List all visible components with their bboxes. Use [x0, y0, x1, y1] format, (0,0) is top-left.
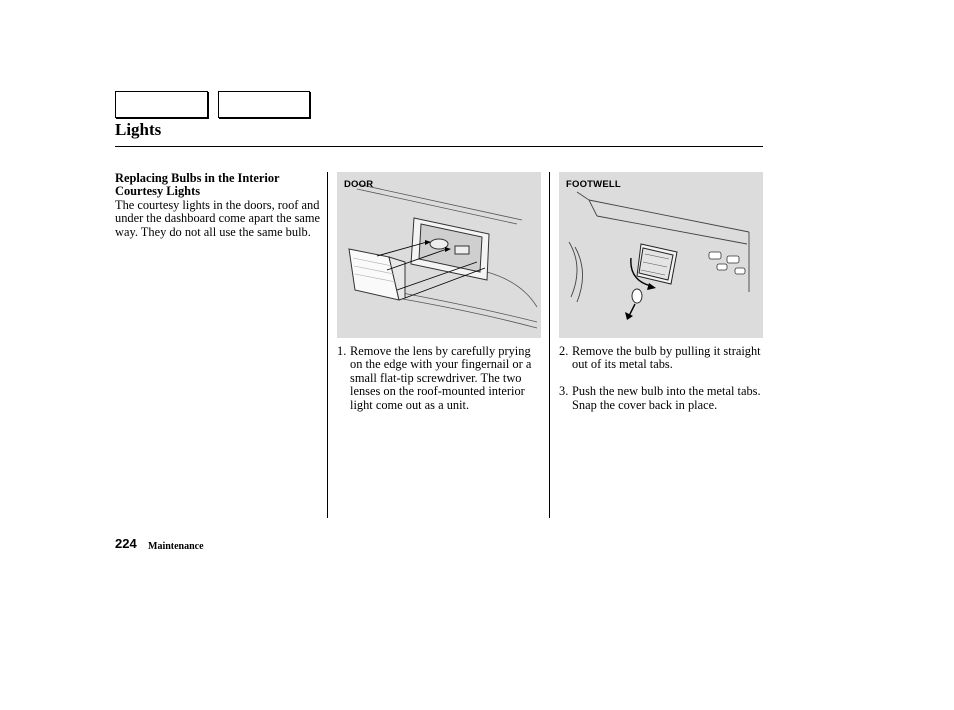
step-text: Remove the bulb by pulling it straight out of its metal tabs. — [572, 344, 761, 372]
door-illustration — [337, 172, 541, 338]
figure-label-door: DOOR — [344, 179, 374, 190]
section-name: Maintenance — [148, 541, 204, 552]
step-item — [559, 385, 763, 412]
title-rule — [115, 146, 763, 147]
nav-tab-1[interactable] — [115, 91, 208, 118]
section-heading: Replacing Bulbs in the Interior Courtesy Lights — [115, 171, 280, 199]
footwell-light-drawing — [559, 172, 763, 338]
step-item — [337, 345, 541, 412]
nav-tab-2[interactable] — [218, 91, 310, 118]
page-title: Lights — [115, 120, 162, 139]
step-number: 1. — [337, 344, 347, 358]
page-number: 224 — [115, 536, 137, 551]
figure-label-footwell: FOOTWELL — [566, 179, 621, 190]
intro-column — [115, 172, 321, 239]
intro-text: The courtesy lights in the doors, roof and under the dashboard come apart the same way. They do not all use the same bulb. — [115, 197, 321, 239]
step-text: Push the new bulb into the metal tabs. Snap the cover back in place. — [572, 384, 761, 412]
step-number: 3. — [559, 384, 569, 399]
column-divider-1 — [327, 172, 328, 518]
step-number: 2. — [559, 344, 569, 358]
steps-column-2 — [559, 345, 763, 425]
step-item — [559, 345, 763, 372]
step-text: Remove the lens by carefully prying on the edge with your fingernail or a small flat-tip screwdriver. The two lenses on the roof-mounted interior light come out as a unit. — [350, 344, 532, 412]
steps-column-1 — [337, 345, 541, 425]
footwell-illustration — [559, 172, 763, 338]
door-light-drawing — [337, 172, 541, 338]
column-divider-2 — [549, 172, 550, 518]
